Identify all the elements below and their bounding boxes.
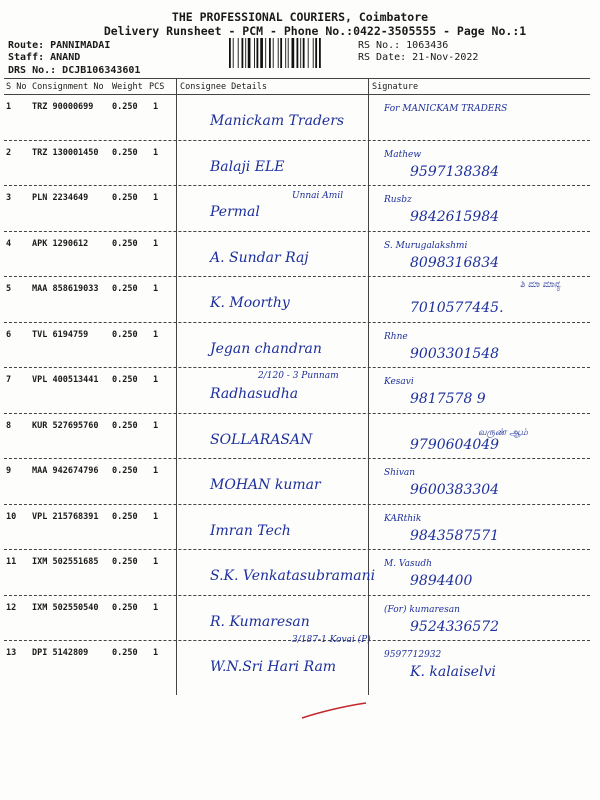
row-pcs: 1 (153, 284, 159, 294)
rs-date: RS Date: 21-Nov-2022 (358, 52, 479, 63)
row-pcs: 1 (153, 147, 159, 158)
row-weight: 0.250 (112, 511, 138, 522)
row-divider (4, 140, 590, 141)
document-title: THE PROFESSIONAL COURIERS, Coimbatore (171, 10, 429, 24)
row-weight: 0.250 (112, 102, 138, 112)
document-subtitle: Delivery Runsheet - PCM - Phone No.:0422-3505555 - Page No.:1 (103, 24, 527, 38)
signature-column-rule (368, 79, 369, 695)
row-signature-phone: 9894400 (410, 573, 473, 589)
row-consignment-no: IXM 502550540 (32, 602, 99, 613)
row-consignment-no: MAA 858619033 (32, 284, 99, 294)
row-pcs: 1 (153, 238, 159, 249)
col-header-sno: S No (6, 82, 27, 92)
col-header-pcs: PCS (149, 82, 165, 92)
row-sno: 9 (6, 466, 12, 476)
row-consignee: Manickam Traders (210, 113, 345, 129)
row-pcs: 1 (153, 466, 159, 476)
row-consignment-no: MAA 942674796 (32, 466, 99, 476)
consignee-address-row12: 3/187-1 Kovai (P) (292, 635, 371, 645)
row-signature-phone: 9817578 9 (410, 391, 486, 407)
col-header-signature: Signature (372, 82, 419, 92)
row-divider (4, 413, 590, 414)
header-rule-bottom (4, 94, 590, 95)
row-consignment-no: TRZ 130001450 (32, 147, 99, 158)
row-divider (4, 231, 590, 232)
row-consignee: S.K. Venkatasubramani (210, 568, 376, 584)
row-signature-phone: 8098316834 (410, 254, 500, 271)
row-signature-name: Rhne (384, 331, 408, 342)
row-signature-phone: 9843587571 (410, 527, 500, 544)
row-consignment-no: KUR 527695760 (32, 420, 99, 431)
row-signature-phone: 9003301548 (410, 345, 500, 362)
rs-number: RS No.: 1063436 (358, 40, 449, 51)
col-header-consignment: Consignment No (32, 82, 104, 92)
row-pcs: 1 (153, 329, 159, 340)
row-pcs: 1 (153, 557, 159, 567)
row-divider (4, 367, 590, 368)
row-signature-name: Kesavi (384, 377, 414, 387)
row-signature-name: Shivan (384, 468, 416, 478)
row-consignment-no: TRZ 90000699 (32, 102, 94, 112)
row-pcs: 1 (153, 648, 159, 658)
row-pcs: 1 (153, 602, 159, 613)
red-pen-mark (300, 700, 370, 722)
row-sno: 12 (6, 602, 17, 613)
row-sno: 5 (6, 284, 12, 294)
row-weight: 0.250 (112, 602, 138, 613)
row-consignment-no: IXM 502551685 (32, 557, 99, 567)
row-consignment-no: PLN 2234649 (32, 193, 89, 203)
consignee-column-rule (176, 79, 177, 695)
row-pcs: 1 (153, 420, 159, 431)
row-consignee: MOHAN kumar (210, 477, 321, 493)
row-signature-name: 9597712932 (384, 650, 442, 660)
barcode (228, 38, 352, 68)
row-divider (4, 595, 590, 596)
row-sno: 8 (6, 420, 12, 431)
col-header-weight: Weight (112, 82, 143, 92)
row-weight: 0.250 (112, 466, 138, 476)
row-signature-phone: 9790604049 (410, 436, 500, 453)
row-signature-phone: 9597138384 (410, 163, 500, 180)
row-weight: 0.250 (112, 329, 138, 340)
row-sno: 7 (6, 375, 12, 385)
row-pcs: 1 (153, 102, 159, 112)
header-rule-top (4, 78, 590, 79)
row-signature-name: S. Murugalakshmi (384, 240, 468, 251)
row-consignment-no: TVL 6194759 (32, 329, 89, 340)
row-weight: 0.250 (112, 193, 138, 203)
col-header-consignee: Consignee Details (180, 82, 267, 92)
row-consignee: K. Moorthy (210, 295, 290, 311)
row-consignment-no: VPL 215768391 (32, 511, 99, 522)
row-consignee: R. Kumaresan (210, 613, 310, 630)
row-signature-phone: 9600383304 (410, 482, 500, 498)
row-consignment-no: APK 1290612 (32, 238, 89, 249)
route-label: Route: PANNIMADAI (8, 40, 111, 51)
row-signature-name: (For) kumaresan (384, 604, 460, 615)
row-consignee: SOLLARASAN (210, 431, 313, 448)
row-signature-name: For MANICKAM TRADERS (384, 104, 508, 114)
row-pcs: 1 (153, 511, 159, 522)
row-consignee: Jegan chandran (210, 340, 322, 357)
row-consignment-no: DPI 5142809 (32, 648, 89, 658)
row-signature-name: M. Vasudh (384, 559, 432, 569)
row-sno: 3 (6, 193, 12, 203)
row-weight: 0.250 (112, 420, 138, 431)
staff-label: Staff: ANAND (8, 52, 81, 63)
row-signature-name: Mathew (384, 149, 422, 160)
row-divider (4, 276, 590, 277)
row-sno: 4 (6, 238, 12, 249)
row-weight: 0.250 (112, 238, 138, 249)
row-consignee: Imran Tech (210, 522, 291, 539)
row-sno: 11 (6, 557, 17, 567)
row-signature-phone: 9524336572 (410, 618, 500, 635)
signature-note-row5: ಶಿ ಮಾ ಮಾನ್ಯ (520, 280, 561, 290)
row-signature-name: Rusbz (384, 195, 412, 205)
row-consignee: Balaji ELE (210, 158, 285, 175)
row-sno: 1 (6, 102, 12, 112)
row-consignment-no: VPL 400513441 (32, 375, 99, 385)
row-divider (4, 458, 590, 459)
row-divider (4, 185, 590, 186)
signature-note-row8: வருண் ஆம் (478, 428, 528, 438)
row-weight: 0.250 (112, 147, 138, 158)
row-divider (4, 322, 590, 323)
row-signature-phone: K. kalaiselvi (410, 664, 496, 680)
row-pcs: 1 (153, 193, 159, 203)
row-signature-name: KARthik (384, 513, 422, 524)
row-consignee: W.N.Sri Hari Ram (210, 659, 337, 675)
row-consignee: Permal (210, 204, 260, 220)
row-sno: 10 (6, 511, 17, 522)
row-sno: 13 (6, 648, 17, 658)
row-weight: 0.250 (112, 284, 138, 294)
row-consignee: Radhasudha (210, 386, 299, 402)
consignee-note-row3: Unnai Amil (292, 191, 344, 201)
row-consignee: A. Sundar Raj (210, 249, 309, 266)
row-sno: 2 (6, 147, 12, 158)
drs-number: DRS No.: DCJB106343601 (8, 65, 141, 76)
row-signature-phone: 7010577445. (410, 300, 504, 316)
row-weight: 0.250 (112, 557, 138, 567)
row-pcs: 1 (153, 375, 159, 385)
row-divider (4, 549, 590, 550)
row-weight: 0.250 (112, 648, 138, 658)
consignee-address-row7: 2/120 - 3 Punnam (258, 371, 339, 381)
row-weight: 0.250 (112, 375, 138, 385)
row-sno: 6 (6, 329, 12, 340)
row-divider (4, 504, 590, 505)
row-signature-phone: 9842615984 (410, 209, 500, 225)
